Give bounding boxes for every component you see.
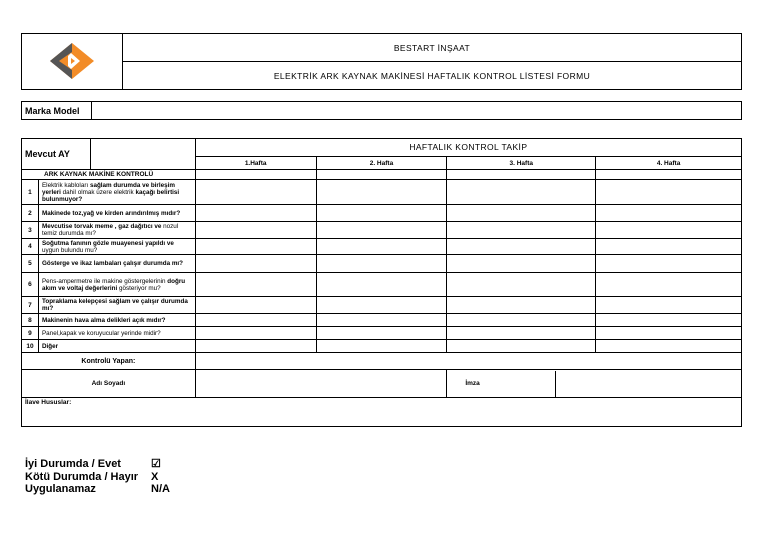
week-3-check-cell[interactable] <box>447 327 596 340</box>
marka-model-row <box>21 101 742 120</box>
item-text-part: Elektrik kabloları <box>41 181 90 189</box>
week-2-check-cell[interactable] <box>316 297 447 314</box>
legend-symbol: X <box>151 470 159 483</box>
imza-cell <box>447 370 742 398</box>
legend-item <box>25 458 170 471</box>
week-3-check-cell[interactable] <box>447 222 596 239</box>
week-4-check-cell[interactable] <box>596 205 742 222</box>
week-1-check-cell[interactable] <box>195 222 316 239</box>
week-4-check-cell[interactable] <box>596 255 742 273</box>
week-1-check-cell[interactable] <box>195 314 316 327</box>
week-4-check-cell[interactable] <box>596 314 742 327</box>
legend-label: Kötü Durumda / Hayır <box>25 470 139 483</box>
item-text-part: Soğutma fanının gözle muayenesi yapıldı ve <box>41 239 174 247</box>
weekly-check-table <box>21 138 742 427</box>
legend-label: İyi Durumda / Evet <box>25 458 121 470</box>
week-3-check-cell[interactable] <box>447 239 596 255</box>
company-logo-icon <box>44 39 100 83</box>
week-1-check-cell[interactable] <box>195 205 316 222</box>
item-description <box>38 273 195 297</box>
legend-symbol: ☑ <box>151 458 161 470</box>
item-description <box>38 327 195 340</box>
week-3-check-cell[interactable] <box>447 205 596 222</box>
item-description <box>38 314 195 327</box>
item-text-part: Makinenin hava alma delikleri açık mıdır? <box>41 316 166 324</box>
check-item-row <box>22 255 742 273</box>
item-number: 2 <box>22 205 39 222</box>
week-1-check-cell[interactable] <box>195 327 316 340</box>
item-text-part: kaçağı belirtisi bulunmuyor? <box>41 188 180 203</box>
week-3-check-cell[interactable] <box>447 273 596 297</box>
week-3-check-cell[interactable] <box>447 314 596 327</box>
week-2-check-cell[interactable] <box>316 205 447 222</box>
marka-model-field[interactable] <box>92 102 742 120</box>
week-2-check-cell[interactable] <box>316 340 447 353</box>
item-description <box>38 297 195 314</box>
mevcut-ay-field[interactable] <box>90 139 195 170</box>
week-1-check-cell[interactable] <box>195 340 316 353</box>
item-text-part: Pens-ampermetre ile makine göstergelerinin <box>41 277 168 285</box>
item-number: 9 <box>22 327 39 340</box>
week-4-check-cell[interactable] <box>596 222 742 239</box>
item-text-part: Panel,kapak ve koruyucular yerinde midir? <box>41 329 161 337</box>
week-header-1: 1.Hafta <box>195 157 316 170</box>
week-1-check-cell[interactable] <box>195 255 316 273</box>
item-text-part: Diğer <box>41 342 59 350</box>
week-4-check-cell[interactable] <box>596 327 742 340</box>
week-2-check-cell[interactable] <box>316 327 447 340</box>
week-3-check-cell[interactable] <box>447 255 596 273</box>
marka-model-label: Marka Model <box>22 102 92 120</box>
item-description <box>38 239 195 255</box>
week-1-check-cell[interactable] <box>195 297 316 314</box>
item-number: 4 <box>22 239 39 255</box>
tracking-title: HAFTALIK KONTROL TAKİP <box>195 139 741 157</box>
check-item-row <box>22 340 742 353</box>
week-2-check-cell[interactable] <box>316 222 447 239</box>
item-text-part: Makinede toz,yağ ve kirden arındırılmış mıdır? <box>41 209 181 217</box>
check-item-row <box>22 297 742 314</box>
week-3-check-cell[interactable] <box>447 180 596 205</box>
item-description <box>38 222 195 239</box>
ilave-hususlar[interactable] <box>22 398 742 427</box>
form-title: ELEKTRİK ARK KAYNAK MAKİNESİ HAFTALIK KONTROL LİSTESİ FORMU <box>123 62 742 90</box>
section-title: ARK KAYNAK MAKİNE KONTROLÜ <box>22 170 196 180</box>
item-number: 5 <box>22 255 39 273</box>
week-2-check-cell[interactable] <box>316 180 447 205</box>
week-2-check-cell[interactable] <box>316 273 447 297</box>
legend-item <box>25 483 170 496</box>
legend-item <box>25 471 170 484</box>
check-item-row <box>22 239 742 255</box>
item-text-part: nozul temiz durumda mı? <box>41 223 179 237</box>
week-2-check-cell[interactable] <box>316 239 447 255</box>
week-1-check-cell[interactable] <box>195 273 316 297</box>
week-header-4: 4. Hafta <box>596 157 742 170</box>
week-3-check-cell[interactable] <box>447 340 596 353</box>
item-number: 6 <box>22 273 39 297</box>
kontrol-yapan-field[interactable] <box>195 353 741 370</box>
check-item-row <box>22 273 742 297</box>
form-header <box>21 33 742 90</box>
item-text-part: sağlam durumda ve birleşim yerleri <box>41 181 175 196</box>
check-item-row <box>22 314 742 327</box>
week-1-check-cell[interactable] <box>195 180 316 205</box>
week-4-check-cell[interactable] <box>596 297 742 314</box>
item-description <box>38 205 195 222</box>
week-4-check-cell[interactable] <box>596 180 742 205</box>
item-number: 1 <box>22 180 39 205</box>
item-text-part: Topraklama kelepçesi sağlam ve çalışır durumda mı? <box>41 298 188 312</box>
company-name: BESTART İNŞAAT <box>123 34 742 62</box>
check-item-row <box>22 180 742 205</box>
week-4-check-cell[interactable] <box>596 340 742 353</box>
item-description <box>38 340 195 353</box>
legend-label: Uygulanamaz <box>25 483 96 495</box>
week-2-check-cell[interactable] <box>316 314 447 327</box>
check-item-row <box>22 205 742 222</box>
week-4-check-cell[interactable] <box>596 239 742 255</box>
week-header-3: 3. Hafta <box>447 157 596 170</box>
week-3-check-cell[interactable] <box>447 297 596 314</box>
week-1-check-cell[interactable] <box>195 239 316 255</box>
item-text-part: dahil olmak üzere elektrik <box>60 188 136 196</box>
adi-soyadi-field[interactable] <box>195 370 447 398</box>
item-number: 8 <box>22 314 39 327</box>
imza-field[interactable] <box>556 371 741 397</box>
imza-label: İmza <box>447 371 556 397</box>
item-number: 3 <box>22 222 39 239</box>
item-number: 7 <box>22 297 39 314</box>
item-text-part: doğru akım ve voltaj değerlerini <box>41 277 186 292</box>
check-item-row <box>22 327 742 340</box>
item-text-part: gösteriyor mu? <box>117 284 161 292</box>
item-text-part: Gösterge ve ikaz lambaları çalışır durumda mı? <box>41 260 184 267</box>
week-4-check-cell[interactable] <box>596 273 742 297</box>
legend-symbol: N/A <box>151 483 170 495</box>
ilave-hususlar-label: İlave Hususlar: <box>25 399 72 406</box>
kontrol-yapan-label: Kontrolü Yapan: <box>22 353 196 370</box>
item-text-part: Mevcutise torvak meme , gaz dağıtıcı ve <box>41 223 162 230</box>
item-number: 10 <box>22 340 39 353</box>
adi-soyadi-label: Adı Soyadı <box>22 370 196 398</box>
legend <box>25 458 170 496</box>
item-description <box>38 180 195 205</box>
item-description <box>38 255 195 273</box>
week-header-2: 2. Hafta <box>316 157 447 170</box>
mevcut-ay-label: Mevcut AY <box>22 139 91 170</box>
check-item-row <box>22 222 742 239</box>
week-2-check-cell[interactable] <box>316 255 447 273</box>
logo-cell <box>22 34 123 90</box>
item-text-part: uygun bulundu mu? <box>41 246 98 254</box>
